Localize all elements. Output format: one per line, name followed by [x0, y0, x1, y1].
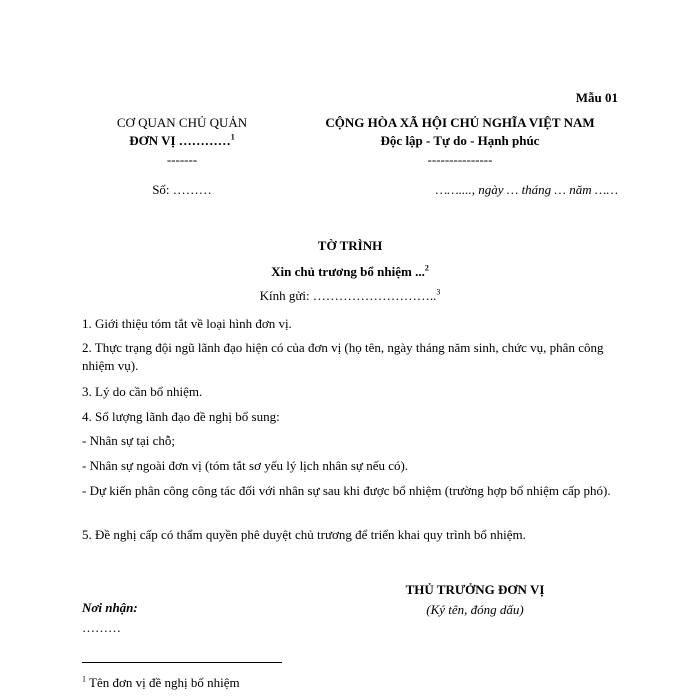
document-subject: [0, 264, 700, 280]
footnote-ref-3: 3: [436, 287, 441, 297]
recipient-line: [0, 288, 700, 304]
motto-rule: ---------------: [427, 152, 493, 167]
national-motto: Độc lập - Tự do - Hạnh phúc: [380, 133, 540, 148]
footnote-separator: [82, 662, 282, 663]
item-3: 3. Lý do cần bổ nhiệm.: [82, 384, 203, 399]
parent-agency: CƠ QUAN CHỦ QUẢN: [116, 115, 248, 130]
item-5: 5. Đề nghị cấp có thẩm quyền phê duyệt chủ trương để triển khai quy trình bổ nhiệm.: [82, 527, 526, 542]
footnote-ref-2: 2: [424, 263, 429, 273]
form-code: Mẫu 01: [575, 90, 618, 105]
unit-name-text: ĐƠN VỊ …………: [129, 133, 231, 148]
item-2: 2. Thực trạng đội ngũ lãnh đạo hiện có của đơn vị (họ tên, ngày tháng năm sinh, chức vụ, phân công nhiệm vụ).: [82, 340, 604, 373]
item-4: 4. Số lượng lãnh đạo đề nghị bổ sung:: [82, 409, 280, 424]
footnote-1: [82, 675, 240, 691]
unit-name: [82, 133, 282, 149]
footnote-ref-1: 1: [230, 132, 235, 142]
item-4-sub-3: - Dự kiến phân công công tác đối với nhân sự sau khi được bổ nhiệm (trường hợp bổ nhiệm cấp phó).: [82, 483, 611, 498]
document-number: Số: ………: [152, 182, 212, 197]
document-title: TỜ TRÌNH: [317, 238, 383, 253]
item-4-sub-2: - Nhân sự ngoài đơn vị (tóm tắt sơ yếu lý lịch nhân sự nếu có).: [82, 458, 409, 473]
signer-note: (Ký tên, đóng dấu): [426, 602, 524, 617]
signer-title: THỦ TRƯỞNG ĐƠN VỊ: [405, 582, 545, 597]
country-name: CỘNG HÒA XÃ HỘI CHỦ NGHĨA VIỆT NAM: [325, 115, 595, 130]
footnote-1-text: Tên đơn vị đề nghị bổ nhiệm: [86, 675, 240, 690]
footnote-1-marker: 1: [82, 674, 86, 684]
place-and-date: ……...., ngày … tháng … năm ……: [435, 182, 618, 197]
recipients-value: ………: [82, 620, 121, 635]
agency-rule: -------: [166, 152, 198, 167]
recipients-label: Nơi nhận:: [82, 600, 138, 615]
item-4-sub-1: - Nhân sự tại chỗ;: [82, 433, 175, 448]
recipient-text: Kính gửi: ………………………..: [259, 288, 437, 303]
item-1: 1. Giới thiệu tóm tắt về loại hình đơn vị.: [82, 316, 292, 331]
subject-text: Xin chủ trương bổ nhiệm ...: [271, 264, 425, 279]
